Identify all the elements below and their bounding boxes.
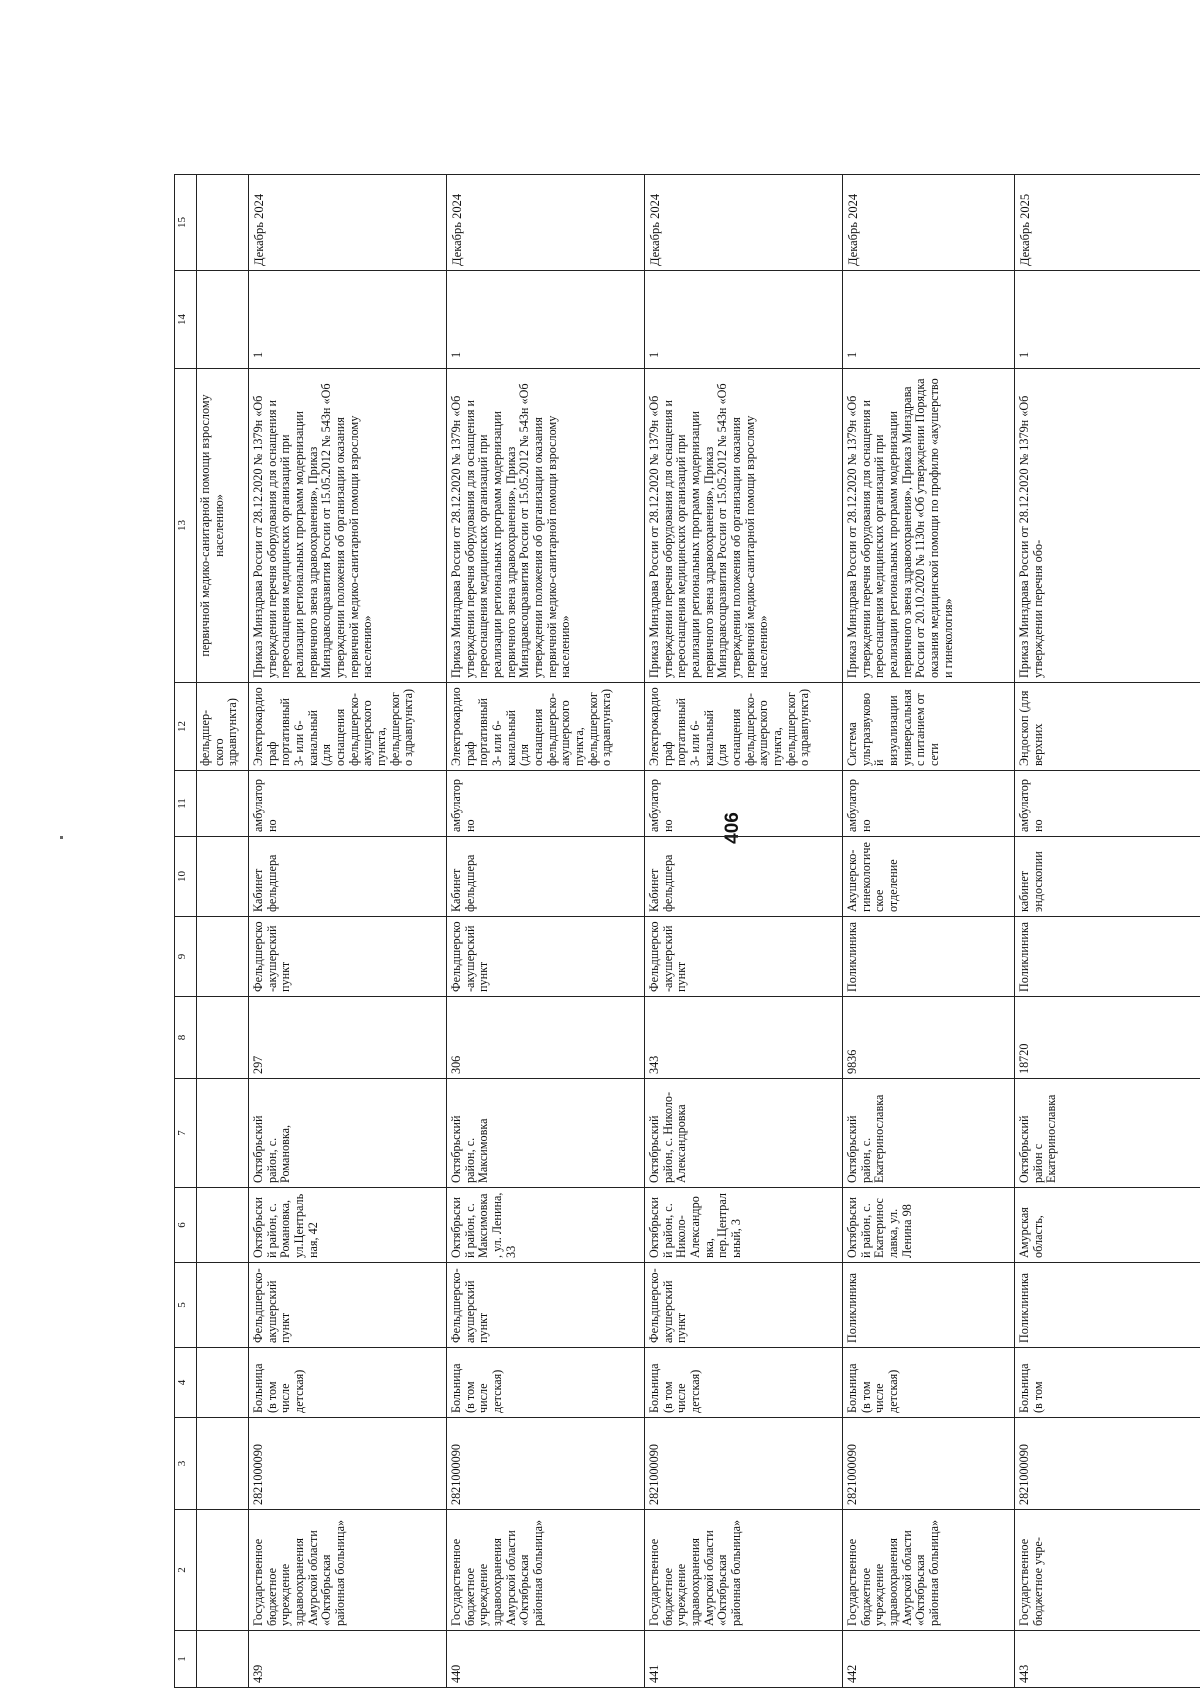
table-cell: 2821000090 [249, 1418, 447, 1510]
header-cell: 10 [175, 837, 197, 917]
table-cell: 439 [249, 1631, 447, 1688]
table-cell: Электрокардиограф портативный 3- или 6-канальный (для оснащения фельдшерско-акушерского пункта, фельдшерского здравпункта) [447, 683, 645, 771]
table-cell: Октябрьский район, с. Ромaновка, [249, 1079, 447, 1188]
table-cell: Декабрь 2025 [1015, 175, 1200, 271]
table-cell: Больница (в том [1015, 1348, 1200, 1418]
table-cell: 306 [447, 997, 645, 1079]
table-cell: Фельдшерско-акушерский пункт [645, 1263, 843, 1348]
table-cell: Фельдшерско-акушерский пункт [249, 1263, 447, 1348]
table-cell: 1 [645, 271, 843, 369]
table-cell: 343 [645, 997, 843, 1079]
table-cell: 297 [249, 997, 447, 1079]
table-cell: амбулаторно [249, 771, 447, 837]
table-cell: Электрокардиограф портативный 3- или 6-канальный (для оснащения фельдшерско-акушерского пункта, фельдшерского здравпункта) [249, 683, 447, 771]
table-cell: 2821000090 [1015, 1418, 1200, 1510]
table-cell: Поликлиника [843, 917, 1015, 997]
table-cell: 1 [447, 271, 645, 369]
table-cell: амбулаторно [447, 771, 645, 837]
table-cell: амбулаторно [843, 771, 1015, 837]
table-cell: Фельдшерско-акушерский пункт [645, 917, 843, 997]
table-cell: Больница (в том числе детская) [249, 1348, 447, 1418]
table-row [645, 175, 843, 1688]
table-cell: Больница (в том числе детская) [447, 1348, 645, 1418]
table-cell: кабинет эндоскопии [1015, 837, 1200, 917]
scan-artifact [60, 836, 63, 839]
table-cell: амбулаторно [1015, 771, 1200, 837]
table-cell: фельдшер-ского здравпункта) [197, 683, 249, 771]
table-row [1015, 175, 1200, 1688]
header-cell: 12 [175, 683, 197, 771]
header-cell: 3 [175, 1418, 197, 1510]
table-cell: Октябрьский район, с. Екатеринославка, ул. Ленина 98 [843, 1188, 1015, 1263]
table-cell: Электрокардиограф портативный 3- или 6-канальный (для оснащения фельдшерско-акушерского пункта, фельдшерского здравпункта) [645, 683, 843, 771]
table-cell: Фельдшерско-акушерский пункт [447, 1263, 645, 1348]
table-cell: Октябрьский район, с. Николо-Александровка, пер.Центральный, 3 [645, 1188, 843, 1263]
header-cell: 11 [175, 771, 197, 837]
table-cell: 2821000090 [447, 1418, 645, 1510]
header-cell: 7 [175, 1079, 197, 1188]
header-row [175, 175, 197, 1688]
table-cell: Кабинет фельдшера [447, 837, 645, 917]
rotated-table-container [174, 175, 1200, 1688]
header-cell: 1 [175, 1631, 197, 1688]
table-cell: 2821000090 [645, 1418, 843, 1510]
table-cell: Государственное бюджетное учреждение здравоохранения Амурской области «Октябрьская районная больница» [645, 1510, 843, 1631]
table-row [843, 175, 1015, 1688]
table-cell: Декабрь 2024 [645, 175, 843, 271]
table-cell: Государственное бюджетное учреждение здравоохранения Амурской области «Октябрьская районная больница» [447, 1510, 645, 1631]
table-cell: Приказ Минздрава России от 28.12.2020 № 1379н «Об утверждении перечня оборудования для оснащения и переоснащения медицинских организаций при реализации региональных программ модернизации первичного звена здравоохранения», Приказ Минздравсоцразвития России от 15.05.2012 № 543н «Об утверждении положения об организации оказания первичной медико-санитарной помощи взрослому населению» [447, 369, 645, 683]
header-cell: 5 [175, 1263, 197, 1348]
table-cell: Поликлиника [1015, 917, 1200, 997]
table-cell: Декабрь 2024 [447, 175, 645, 271]
header-cell: 8 [175, 997, 197, 1079]
page-number: 406 [722, 812, 743, 844]
table-cell: 441 [645, 1631, 843, 1688]
table-cell: 2821000090 [843, 1418, 1015, 1510]
table-cell: Система ультразвуковой визуализации универсальная с питанием от сети [843, 683, 1015, 771]
continuation-row [197, 175, 249, 1688]
table-cell: Амурская область, [1015, 1188, 1200, 1263]
table-cell: Больница (в том числе детская) [843, 1348, 1015, 1418]
header-cell: 9 [175, 917, 197, 997]
table-cell: 443 [1015, 1631, 1200, 1688]
table-cell: Кабинет фельдшера [249, 837, 447, 917]
table-cell: Акушерско-гинекологическое отделение [843, 837, 1015, 917]
equipment-table [174, 174, 1200, 1688]
table-cell: Фельдшерско-акушерский пункт [447, 917, 645, 997]
table-cell: Октябрьский район, с. Екатеринославка [843, 1079, 1015, 1188]
table-cell: Государственное бюджетное учреждение здравоохранения Амурской области «Октябрьская районная больница» [843, 1510, 1015, 1631]
table-cell: 1 [843, 271, 1015, 369]
table-cell: Поликлиника [843, 1263, 1015, 1348]
table-cell: 1 [1015, 271, 1200, 369]
header-cell: 14 [175, 271, 197, 369]
table-cell: 442 [843, 1631, 1015, 1688]
table-cell: Приказ Минздрава России от 28.12.2020 № 1379н «Об утверждении перечня обо- [1015, 369, 1200, 683]
table-cell: 440 [447, 1631, 645, 1688]
table-cell: Поликлиника [1015, 1263, 1200, 1348]
header-cell: 13 [175, 369, 197, 683]
header-cell: 4 [175, 1348, 197, 1418]
table-cell: Октябрьский район с Екатеринославка [1015, 1079, 1200, 1188]
table-cell: Октябрьский район, с. Максимовка, ул. Ленина, 33 [447, 1188, 645, 1263]
table-cell: Октябрьский район, с. Ромaновка, ул.Центральная, 42 [249, 1188, 447, 1263]
table-cell: Кабинет фельдшера [645, 837, 843, 917]
table-cell: Декабрь 2024 [843, 175, 1015, 271]
table-cell: Больница (в том числе детская) [645, 1348, 843, 1418]
table-cell: Октябрьский район, с. Максимовка [447, 1079, 645, 1188]
table-cell: Фельдшерско-акушерский пункт [249, 917, 447, 997]
table-row [447, 175, 645, 1688]
table-cell: Приказ Минздрава России от 28.12.2020 № 1379н «Об утверждении перечня оборудования для оснащения и переоснащения медицинских организаций при реализации региональных программ модернизации первичного звена здравоохранения», Приказ Минздрава России от 20.10.2020 № 1130н «Об утверждении Порядка оказания медицинской помощи по профилю «акушерство и гинекология» [843, 369, 1015, 683]
table-cell: Государственное бюджетное учреждение здравоохранения Амурской области «Октябрьская районная больница» [249, 1510, 447, 1631]
table-cell: Приказ Минздрава России от 28.12.2020 № 1379н «Об утверждении перечня оборудования для оснащения и переоснащения медицинских организаций при реализации региональных программ модернизации первичного звена здравоохранения», Приказ Минздравсоцразвития России от 15.05.2012 № 543н «Об утверждении положения об организации оказания первичной медико-санитарной помощи взрослому населению» [249, 369, 447, 683]
table-cell: первичной медико-санитарной помощи взрослому населению» [197, 369, 249, 683]
table-cell: Эндоскоп (для верхних [1015, 683, 1200, 771]
table-cell: Декабрь 2024 [249, 175, 447, 271]
table-row [249, 175, 447, 1688]
table-cell: амбулаторно [645, 771, 843, 837]
table-cell: Государственное бюджетное учре- [1015, 1510, 1200, 1631]
table-cell: 18720 [1015, 997, 1200, 1079]
header-cell: 2 [175, 1510, 197, 1631]
table-cell: 1 [249, 271, 447, 369]
table-cell: Приказ Минздрава России от 28.12.2020 № 1379н «Об утверждении перечня оборудования для оснащения и переоснащения медицинских организаций при реализации региональных программ модернизации первичного звена здравоохранения», Приказ Минздравсоцразвития России от 15.05.2012 № 543н «Об утверждении положения об организации оказания первичной медико-санитарной помощи взрослому населению» [645, 369, 843, 683]
header-cell: 6 [175, 1188, 197, 1263]
header-cell: 15 [175, 175, 197, 271]
table-cell: Октябрьский район, с. Николо-Александровка [645, 1079, 843, 1188]
table-cell: 9836 [843, 997, 1015, 1079]
